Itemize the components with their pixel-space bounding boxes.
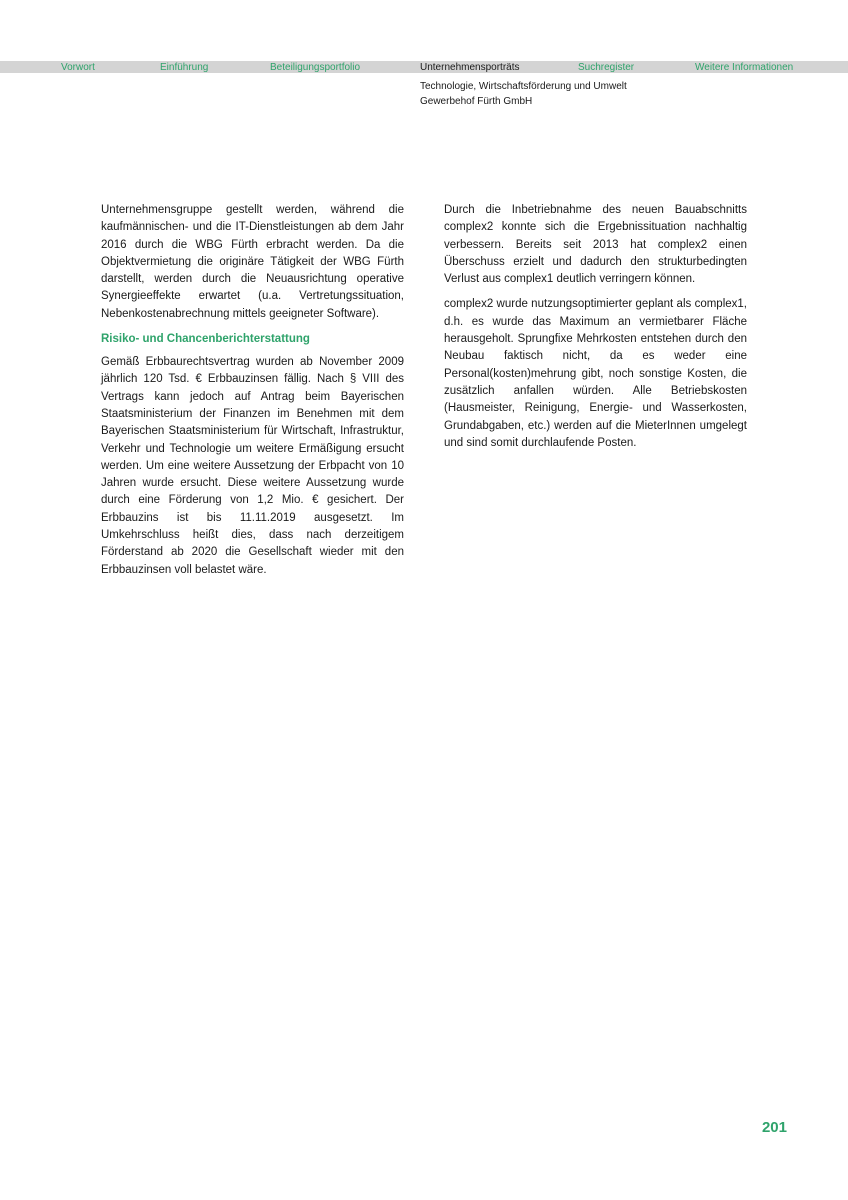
section-heading-risiko: Risiko- und Chancenberichterstattung xyxy=(101,333,310,346)
nav-item-beteiligungsportfolio[interactable]: Beteiligungsportfolio xyxy=(270,62,361,73)
nav-item-einfuehrung[interactable]: Einführung xyxy=(160,62,209,73)
page-number: 201 xyxy=(761,1119,787,1136)
right-paragraph-1: Durch die Inbetriebnahme des neuen Bauabschnitts complex2 konnte sich die Ergebnissituation nachhaltig verbessern. Bereits seit 2013 hat complex2 einen Überschuss erzielt und dadurch den strukturbedingten Verlust aus complex1 deutlich verringern können. xyxy=(444,204,747,286)
left-paragraph-1: Unternehmensgruppe gestellt werden, während die kaufmännischen- und die IT-Dienstleistungen ab dem Jahr 2016 durch die WBG Fürth erbracht werden. Da die Objektvermietung die originäre Tätigkeit der WBG Fürth darstellt, werden durch die Neuausrichtung operative Synergieeffekte erwartet (u.a. Vertretungssituation, Nebenkostenabrechnung mittels geeigneter Software). xyxy=(101,204,404,320)
nav-item-vorwort[interactable]: Vorwort xyxy=(61,62,95,73)
nav-item-unternehmensportraets[interactable]: Unternehmensporträts xyxy=(420,62,520,73)
left-paragraph-2: Gemäß Erbbaurechtsvertrag wurden ab November 2009 jährlich 120 Tsd. € Erbbauzinsen fällig. Nach § VIII des Vertrags kann jedoch auf Antrag beim Bayerischen Staatsministerium der Finanzen im Benehmen mit dem Bayerischen Staatsministerium für Wirtschaft, Infrastruktur, Verkehr und Technologie um weitere Ermäßigung ersucht werden. Um eine weitere Aussetzung der Erbpacht von 10 Jahren wurde ersucht. Diese weitere Aussetzung wurde durch eine Förderung von 1,2 Mio. € gesichert. Der Erbbauzins ist bis 11.11.2019 ausgesetzt. Im Umkehrschluss heißt dies, dass nach derzeitigem Förderstand ab 2020 die Gesellschaft wieder mit den Erbbauzinsen voll belastet wäre. xyxy=(101,356,404,576)
right-text-column xyxy=(444,202,747,460)
breadcrumb-company: Gewerbehof Fürth GmbH xyxy=(420,96,533,107)
breadcrumb-section: Technologie, Wirtschaftsförderung und Umwelt xyxy=(420,81,627,92)
right-paragraph-2: complex2 wurde nutzungsoptimierter geplant als complex1, d.h. es wurde das Maximum an vermietbarer Fläche herausgeholt. Sprungfixe Mehrkosten entstehen durch den Neubau faktisch nicht, da es weder eine Personal(kosten)mehrung gibt, noch sonstige Kosten, die zusätzlich anfallen würden. Alle Betriebskosten (Hausmeister, Reinigung, Energie- und Wasserkosten, Grundabgaben, etc.) werden auf die MieterInnen umgelegt und sind somit durchlaufende Posten. xyxy=(444,298,747,449)
nav-item-weitere-informationen[interactable]: Weitere Informationen xyxy=(695,62,794,73)
left-text-column xyxy=(101,202,404,587)
nav-item-suchregister[interactable]: Suchregister xyxy=(578,62,635,73)
